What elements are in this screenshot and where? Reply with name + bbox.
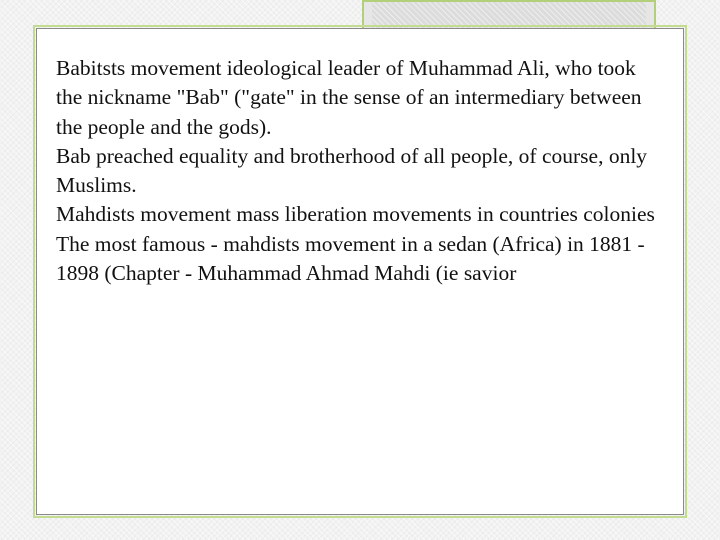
paragraph-babists: Babitsts movement ideological leader of Muhammad Ali, who took the nickname "Bab" ("gate" in the sense of an intermediary between the people and the gods).: [56, 56, 642, 139]
paragraph-mahdists: Mahdists movement mass liberation movements in countries colonies: [56, 202, 655, 227]
paragraph-most-famous: The most famous - mahdists movement in a sedan (Africa) in 1881 - 1898 (Chapter - Muhammad Ahmad Mahdi (ie savior: [56, 231, 645, 286]
body-text: [56, 54, 656, 288]
paragraph-bab-preached: Bab preached equality and brotherhood of all people, of course, only Muslims.: [56, 143, 648, 198]
content-panel: [36, 28, 684, 515]
